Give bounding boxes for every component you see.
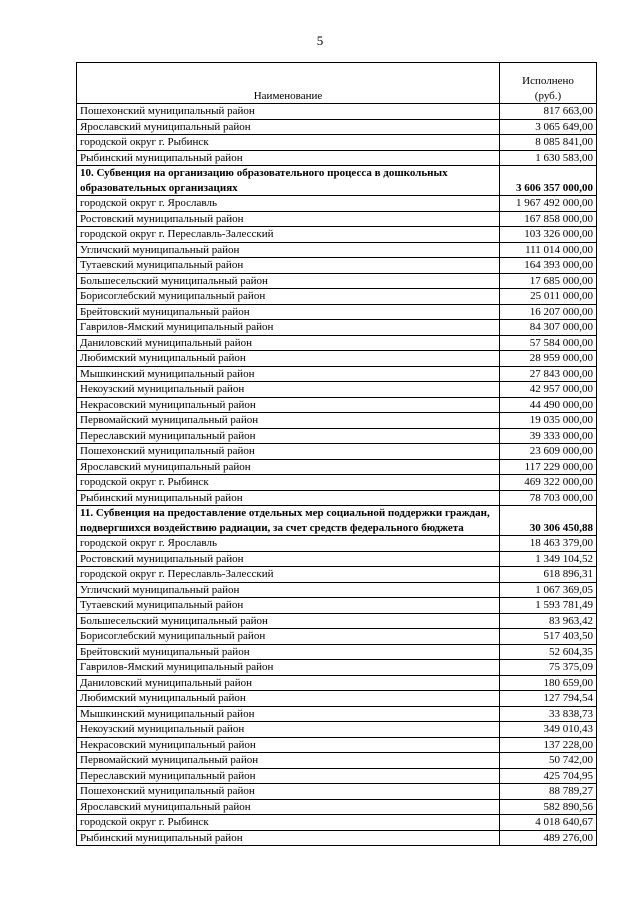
row-value: 83 963,42 — [500, 613, 597, 629]
table-row — [77, 475, 597, 491]
row-name: Рыбинский муниципальный район — [77, 150, 500, 166]
row-name: Брейтовский муниципальный район — [77, 644, 500, 660]
table-row — [77, 211, 597, 227]
row-name: городской округ г. Рыбинск — [77, 135, 500, 151]
table-row — [77, 320, 597, 336]
row-name: Борисоглебский муниципальный район — [77, 629, 500, 645]
row-name: Рыбинский муниципальный район — [77, 490, 500, 506]
row-value: 103 326 000,00 — [500, 227, 597, 243]
table-row — [77, 644, 597, 660]
table-row — [77, 706, 597, 722]
table-row — [77, 582, 597, 598]
row-name: Угличский муниципальный район — [77, 242, 500, 258]
row-value: 57 584 000,00 — [500, 335, 597, 351]
row-value: 8 085 841,00 — [500, 135, 597, 151]
row-value: 137 228,00 — [500, 737, 597, 753]
table-row — [77, 304, 597, 320]
row-value: 180 659,00 — [500, 675, 597, 691]
row-value: 1 967 492 000,00 — [500, 196, 597, 212]
row-value: 23 609 000,00 — [500, 444, 597, 460]
table-row — [77, 135, 597, 151]
row-name: Гаврилов-Ямский муниципальный район — [77, 660, 500, 676]
table-row — [77, 737, 597, 753]
row-value: 84 307 000,00 — [500, 320, 597, 336]
row-value: 1 630 583,00 — [500, 150, 597, 166]
row-value: 78 703 000,00 — [500, 490, 597, 506]
row-name: Мышкинский муниципальный район — [77, 706, 500, 722]
table-row — [77, 428, 597, 444]
row-value: 28 959 000,00 — [500, 351, 597, 367]
row-name: Рыбинский муниципальный район — [77, 830, 500, 846]
row-value: 618 896,31 — [500, 567, 597, 583]
table-row — [77, 598, 597, 614]
row-value: 1 349 104,52 — [500, 551, 597, 567]
column-header-name: Наименование — [77, 63, 500, 104]
row-name: Первомайский муниципальный район — [77, 413, 500, 429]
row-value: 16 207 000,00 — [500, 304, 597, 320]
row-name: Ростовский муниципальный район — [77, 211, 500, 227]
row-value: 44 490 000,00 — [500, 397, 597, 413]
row-value: 42 957 000,00 — [500, 382, 597, 398]
row-value: 489 276,00 — [500, 830, 597, 846]
table-row — [77, 242, 597, 258]
row-value: 582 890,56 — [500, 799, 597, 815]
page-number: 5 — [316, 33, 324, 48]
row-name: Брейтовский муниципальный район — [77, 304, 500, 320]
report-table — [76, 62, 597, 846]
section-title: 11. Субвенция на предоставление отдельных мер социальной поддержки граждан, подвергшихся воздействию радиации, за счет средств федерального бюджета — [77, 506, 500, 536]
row-name: Даниловский муниципальный район — [77, 335, 500, 351]
row-value: 1 593 781,49 — [500, 598, 597, 614]
table-header-row — [77, 63, 597, 104]
row-value: 27 843 000,00 — [500, 366, 597, 382]
table-row — [77, 490, 597, 506]
row-name: Большесельский муниципальный район — [77, 613, 500, 629]
row-name: Ярославский муниципальный район — [77, 119, 500, 135]
table-row — [77, 104, 597, 120]
table-row — [77, 227, 597, 243]
row-value: 52 604,35 — [500, 644, 597, 660]
row-value: 50 742,00 — [500, 753, 597, 769]
row-name: городской округ г. Ярославль — [77, 196, 500, 212]
table-row — [77, 444, 597, 460]
row-value: 3 065 649,00 — [500, 119, 597, 135]
row-name: Переславский муниципальный район — [77, 428, 500, 444]
table-row — [77, 536, 597, 552]
table-row — [77, 551, 597, 567]
row-value: 127 794,54 — [500, 691, 597, 707]
table-row — [77, 258, 597, 274]
row-name: Пошехонский муниципальный район — [77, 104, 500, 120]
section-header-row — [77, 506, 597, 536]
row-value: 88 789,27 — [500, 784, 597, 800]
row-value: 33 838,73 — [500, 706, 597, 722]
row-name: Пошехонский муниципальный район — [77, 784, 500, 800]
table-row — [77, 815, 597, 831]
column-header-value-line2: (руб.) — [534, 89, 562, 102]
row-name: Угличский муниципальный район — [77, 582, 500, 598]
row-name: Любимский муниципальный район — [77, 351, 500, 367]
table-row — [77, 784, 597, 800]
table-row — [77, 289, 597, 305]
column-header-value-line1: Исполнено — [522, 75, 574, 87]
section-header-row — [77, 166, 597, 196]
row-value: 18 463 379,00 — [500, 536, 597, 552]
section-title: 10. Субвенция на организацию образовательного процесса в дошкольных образовательных организациях — [77, 166, 500, 196]
table-row — [77, 459, 597, 475]
row-name: городской округ г. Рыбинск — [77, 815, 500, 831]
table-row — [77, 799, 597, 815]
row-name: Мышкинский муниципальный район — [77, 366, 500, 382]
table-row — [77, 382, 597, 398]
row-name: Переславский муниципальный район — [77, 768, 500, 784]
row-name: Борисоглебский муниципальный район — [77, 289, 500, 305]
row-name: Некоузский муниципальный район — [77, 382, 500, 398]
row-value: 19 035 000,00 — [500, 413, 597, 429]
row-value: 111 014 000,00 — [500, 242, 597, 258]
table-row — [77, 196, 597, 212]
table-row — [77, 413, 597, 429]
row-name: Любимский муниципальный район — [77, 691, 500, 707]
table-row — [77, 660, 597, 676]
row-name: Тутаевский муниципальный район — [77, 258, 500, 274]
row-value: 4 018 640,67 — [500, 815, 597, 831]
table-body — [77, 104, 597, 846]
row-value: 167 858 000,00 — [500, 211, 597, 227]
row-name: городской округ г. Переславль-Залесский — [77, 227, 500, 243]
row-name: Ярославский муниципальный район — [77, 799, 500, 815]
table-row — [77, 567, 597, 583]
row-value: 425 704,95 — [500, 768, 597, 784]
table-row — [77, 351, 597, 367]
row-name: Ярославский муниципальный район — [77, 459, 500, 475]
table-row — [77, 397, 597, 413]
table-row — [77, 629, 597, 645]
row-name: Некрасовский муниципальный район — [77, 737, 500, 753]
row-name: Некоузский муниципальный район — [77, 722, 500, 738]
table-row — [77, 722, 597, 738]
row-value: 164 393 000,00 — [500, 258, 597, 274]
row-value: 349 010,43 — [500, 722, 597, 738]
row-value: 39 333 000,00 — [500, 428, 597, 444]
row-name: Первомайский муниципальный район — [77, 753, 500, 769]
row-value: 517 403,50 — [500, 629, 597, 645]
section-total: 30 306 450,88 — [500, 506, 597, 536]
row-value: 1 067 369,05 — [500, 582, 597, 598]
table-row — [77, 768, 597, 784]
table-row — [77, 613, 597, 629]
table-row — [77, 830, 597, 846]
column-header-value — [500, 63, 597, 104]
row-name: Тутаевский муниципальный район — [77, 598, 500, 614]
row-name: Гаврилов-Ямский муниципальный район — [77, 320, 500, 336]
row-name: городской округ г. Переславль-Залесский — [77, 567, 500, 583]
table-row — [77, 150, 597, 166]
row-value: 117 229 000,00 — [500, 459, 597, 475]
table-row — [77, 675, 597, 691]
row-value: 25 011 000,00 — [500, 289, 597, 305]
table-row — [77, 691, 597, 707]
row-name: Пошехонский муниципальный район — [77, 444, 500, 460]
row-value: 75 375,09 — [500, 660, 597, 676]
row-name: городской округ г. Рыбинск — [77, 475, 500, 491]
row-name: Большесельский муниципальный район — [77, 273, 500, 289]
table-row — [77, 335, 597, 351]
table-row — [77, 366, 597, 382]
row-value: 469 322 000,00 — [500, 475, 597, 491]
table-row — [77, 753, 597, 769]
table-row — [77, 273, 597, 289]
section-total: 3 606 357 000,00 — [500, 166, 597, 196]
row-value: 817 663,00 — [500, 104, 597, 120]
table-row — [77, 119, 597, 135]
row-name: Некрасовский муниципальный район — [77, 397, 500, 413]
row-value: 17 685 000,00 — [500, 273, 597, 289]
row-name: Даниловский муниципальный район — [77, 675, 500, 691]
row-name: Ростовский муниципальный район — [77, 551, 500, 567]
row-name: городской округ г. Ярославль — [77, 536, 500, 552]
